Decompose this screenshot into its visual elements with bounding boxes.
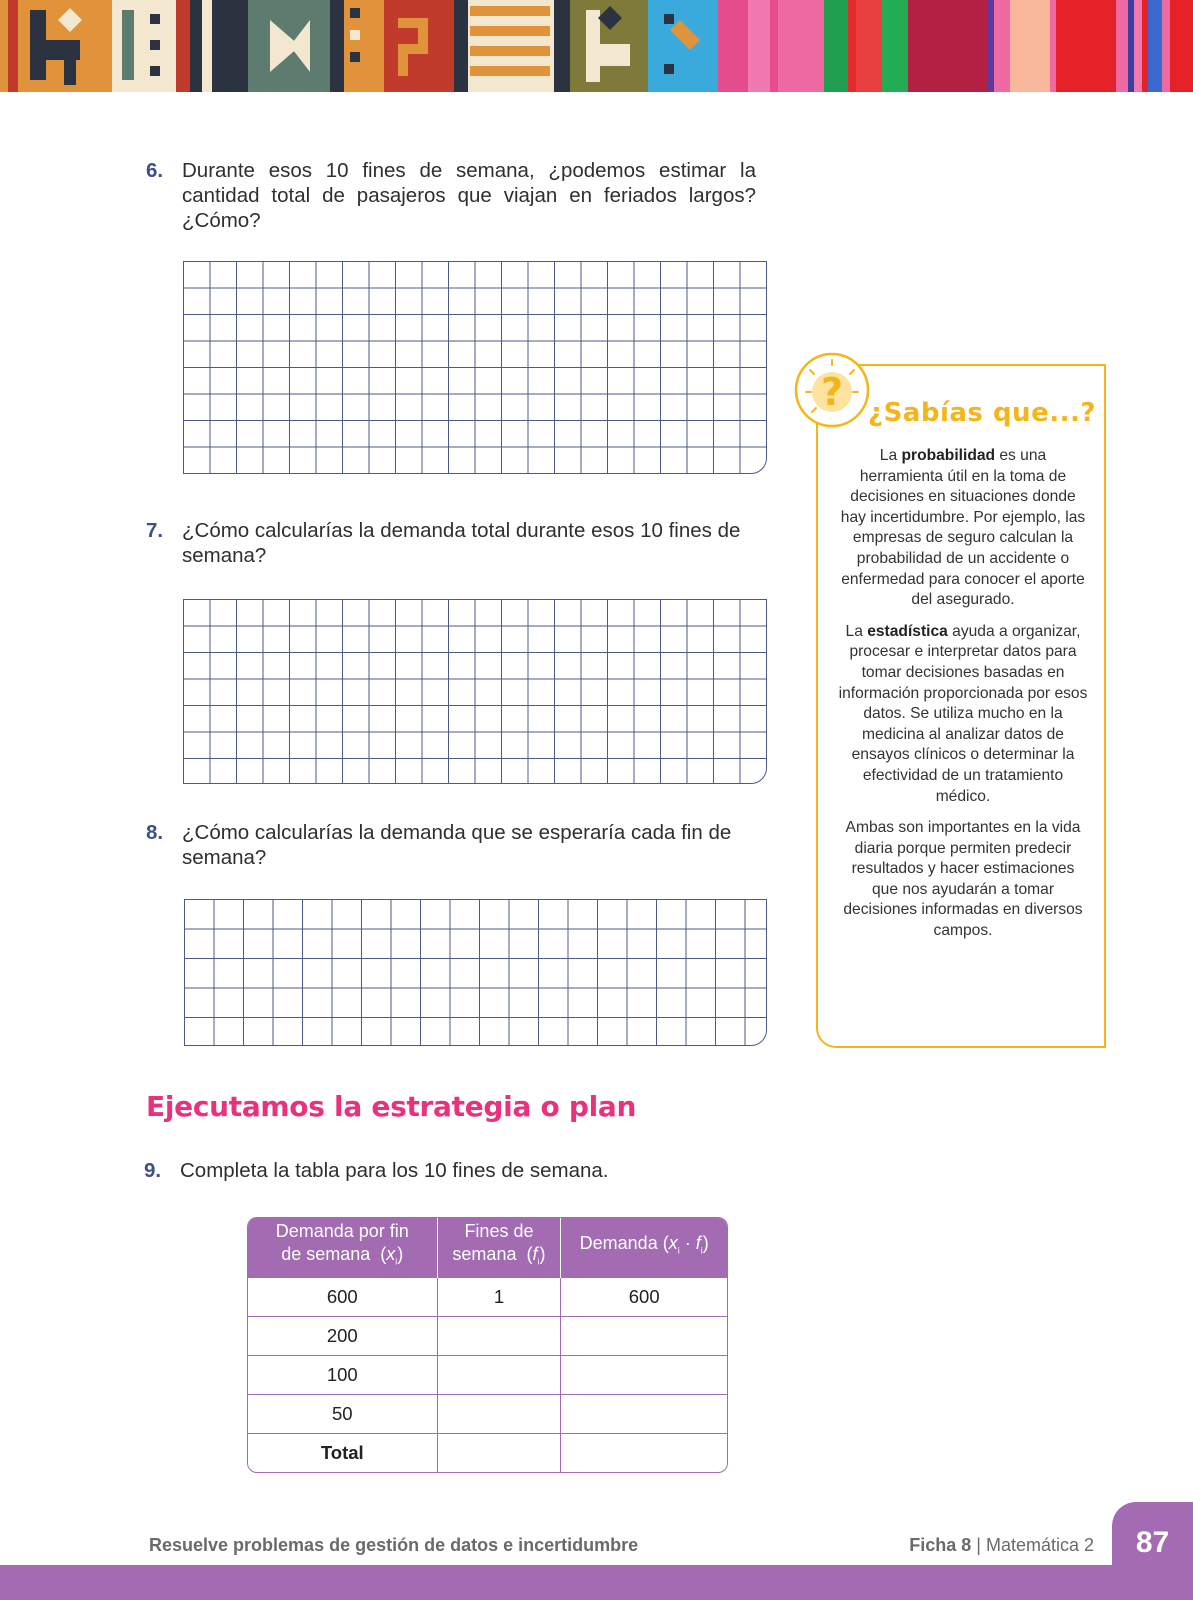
sidebar-paragraph-summary: Ambas son importantes en la vida diaria porque permiten predecir resultados y hacer estimaciones que nos ayudarán a tomar decisiones informadas en diversos campos. [843, 819, 1083, 940]
footer-separator: | [971, 1535, 986, 1555]
header-text: Fines de [464, 1221, 534, 1242]
table-row [248, 1316, 727, 1355]
header-text: Demanda por fin [275, 1221, 409, 1242]
table-cell-input[interactable] [437, 1316, 561, 1355]
footer-competency: Resuelve problemas de gestión de datos e incertidumbre [149, 1535, 639, 1555]
table-cell-input[interactable] [437, 1394, 561, 1433]
header-demand-product: Demanda $(x_i \cdot f_i)$ [561, 1218, 727, 1277]
table-cell-input[interactable] [561, 1355, 727, 1394]
table-row [248, 1394, 727, 1433]
table-row [248, 1277, 727, 1316]
table-row-total [248, 1433, 727, 1472]
table-cell-input[interactable] [437, 1433, 561, 1472]
table-cell: 600 [561, 1277, 727, 1316]
variable: f [532, 1244, 538, 1265]
text-span: La [845, 622, 868, 640]
subscript: i [677, 1245, 680, 1256]
header-text: semana [452, 1244, 517, 1265]
header-text: Demanda [579, 1232, 658, 1253]
question-text: Durante esos 10 fines de semana, ¿podemos estimar la cantidad total de pasajeros que viajan en feriados largos? ¿Cómo? [182, 159, 756, 232]
table-cell: 1 [437, 1277, 561, 1316]
question-8 [146, 820, 756, 870]
section-heading: Ejecutamos la estrategia o plan [146, 1090, 637, 1123]
question-number: 7. [146, 519, 164, 542]
subscript: i [700, 1245, 703, 1256]
text-span: es una herramienta útil en la toma de decisiones en situaciones donde hay incertidumbre. Por ejemplo, las empresas de seguro calculan la probabilidad de un accidente o enfermedad para conocer el aporte del asegurado. [840, 447, 1086, 609]
subscript: i [537, 1257, 540, 1268]
sidebar-paragraph-probability [838, 446, 1088, 611]
footer-course: Matemática 2 [985, 1535, 1094, 1555]
sidebar-title: ¿Sabías que...? [868, 398, 1096, 428]
sidebar-body [838, 446, 1088, 953]
footer-course-info [909, 1535, 1094, 1556]
text-span: ayuda a organizar, procesar e interpretar datos para tomar decisiones basadas en información proporcionada por esos datos. Se utiliza mucho en la medicina al analizar datos de ensayos clínicos o determinar la efectividad de un tratamiento médico. [838, 622, 1088, 805]
header-demand-per-weekend: Demanda por fin de semana $(x_i)$ [248, 1218, 437, 1277]
variable: x [386, 1244, 396, 1265]
question-mark-icon [792, 350, 872, 430]
table-cell-total-label: Total [248, 1433, 437, 1472]
table-cell-input[interactable] [561, 1316, 727, 1355]
table-cell-input[interactable] [561, 1394, 727, 1433]
header-text: de semana [281, 1244, 371, 1265]
question-number: 8. [146, 821, 164, 844]
table-cell: 100 [248, 1355, 437, 1394]
table-row [248, 1355, 727, 1394]
text-span: La [879, 447, 902, 464]
term-probability: probabilidad [901, 447, 996, 464]
subscript: i [395, 1257, 398, 1268]
question-text: ¿Cómo calcularías la demanda que se esperaría cada fin de semana? [182, 821, 732, 869]
answer-grid-7[interactable] [183, 599, 767, 784]
variable: x [668, 1232, 678, 1253]
term-statistics: estadística [867, 622, 948, 640]
footer-bar [0, 1565, 1193, 1600]
answer-grid-6[interactable] [183, 261, 767, 474]
question-6 [146, 158, 756, 233]
question-text: ¿Cómo calcularías la demanda total durante esos 10 fines de semana? [182, 519, 741, 567]
question-number: 9. [144, 1159, 162, 1182]
sidebar-paragraph-statistics [838, 622, 1088, 807]
footer-ficha: Ficha 8 [909, 1535, 972, 1555]
page-number: 87 [1135, 1526, 1170, 1559]
header-weekends: Fines de semana $(f_i)$ [437, 1218, 561, 1277]
table-cell: 600 [248, 1277, 437, 1316]
svg-text:?: ? [820, 370, 844, 414]
table-cell: 50 [248, 1394, 437, 1433]
question-text: Completa la tabla para los 10 fines de semana. [180, 1159, 609, 1182]
table-cell: 200 [248, 1316, 437, 1355]
demand-table [247, 1217, 728, 1473]
textile-pattern [0, 0, 1193, 92]
table-cell-input[interactable] [437, 1355, 561, 1394]
question-number: 6. [146, 159, 164, 182]
decorative-textile-banner [0, 0, 1193, 92]
question-9 [144, 1158, 784, 1183]
answer-grid-8[interactable] [184, 899, 767, 1046]
table-cell-input[interactable] [561, 1433, 727, 1472]
question-7 [146, 518, 756, 568]
variable: f [695, 1232, 701, 1253]
